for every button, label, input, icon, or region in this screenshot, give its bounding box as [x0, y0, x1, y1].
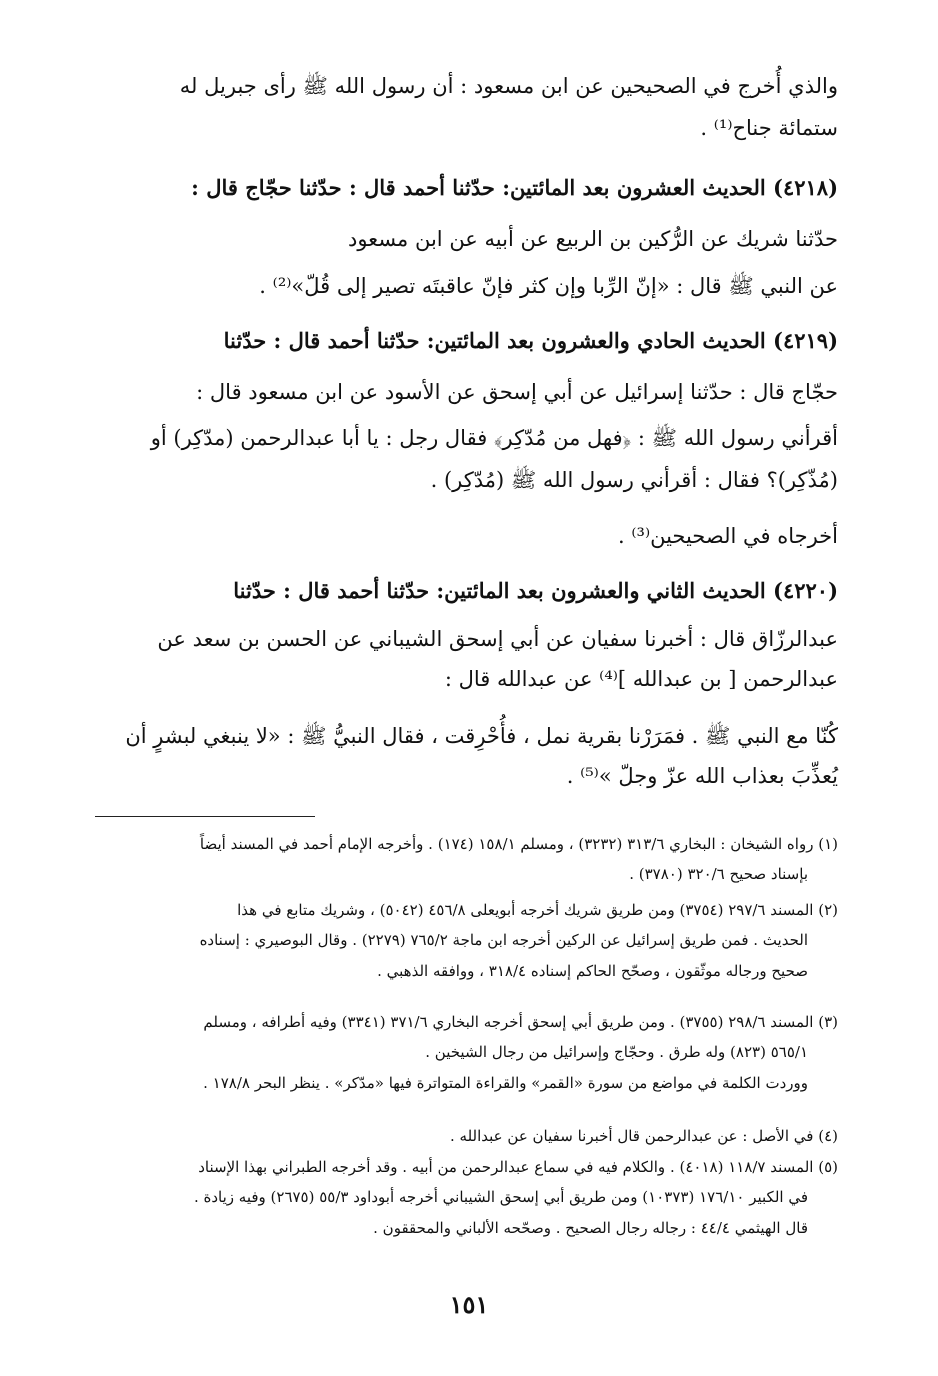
footnote-line: ووردت الكلمة في مواضع من سورة «القمر» والقراءة المتواترة فيها «مدّكر» . ينظر البحر ١٧٨/٨ .: [203, 1073, 808, 1092]
paragraph-intro: [95, 72, 838, 143]
text-line: عبدالرحمن [ بن عبدالله ]⁽⁴⁾ عن عبدالله قال :: [444, 667, 838, 692]
text-line: (مُذّكِر)؟ فقال : أقرأني رسول الله ﷺ (مُدّكِر) .: [430, 468, 838, 493]
footnote-4: [95, 1126, 838, 1146]
hadith-chain-4219: [95, 378, 838, 406]
hadith-heading-4218: [95, 174, 838, 202]
text-line: حدّثنا شريك عن الرُّكين بن الربيع عن أبيه عن ابن مسعود: [347, 227, 838, 251]
text-line: عبدالرزّاق قال : أخبرنا سفيان عن أبي إسحق الشيباني عن الحسن بن سعد عن: [157, 627, 838, 651]
heading-line: (٤٢١٨) الحديث العشرون بعد المائتين: حدّثنا أحمد قال : حدّثنا حجّاج قال :: [191, 175, 838, 200]
hadith-chain-4220: [95, 625, 838, 694]
footnote-line: صحيح ورجاله موثّقون ، وصحّح الحاكم إسناده ٣١٨/٤ ، ووافقه الذهبي .: [377, 961, 808, 980]
hadith-text-4219: [95, 424, 838, 495]
footnote-line: (٢) المسند ٢٩٧/٦ (٣٧٥٤) ومن طريق شريك أخرجه أبويعلى ٤٥٦/٨ (٥٠٤٢) ، وشريك متابع في هذا: [237, 901, 838, 919]
heading-line: (٤٢١٩) الحديث الحادي والعشرون بعد المائتين: حدّثنا أحمد قال : حدّثنا: [223, 328, 838, 353]
footnote-line: بإسناد صحيح ٣٢٠/٦ (٣٧٨٠) .: [629, 865, 808, 884]
hadith-source-4219: [95, 522, 838, 550]
text-line: عن النبي ﷺ قال : «إنّ الرِّبا وإن كثر فإنّ عاقبتَه تصير إلى قُلّ»⁽²⁾ .: [259, 274, 838, 298]
footnote-line: الحديث . فمن طريق إسرائيل عن الركين أخرجه ابن ماجة ٧٦٥/٢ (٢٢٧٩) . وقال البوصيري : إسناده: [199, 931, 808, 950]
footnote-3: [95, 1012, 838, 1093]
footnote-5: [95, 1157, 838, 1238]
footnote-line: (٣) المسند ٢٩٨/٦ (٣٧٥٥) . ومن طريق أبي إسحق أخرجه البخاري ٣٧١/٦ (٣٣٤١) وفيه أطرافه ، ومسلم: [203, 1013, 838, 1031]
text-line: أقرأني رسول الله ﷺ : ﴿فهل من مُدّكِر﴾ فقال رجل : يا أبا عبدالرحمن (مدّكِر) أو: [150, 426, 838, 450]
footnote-line: (٥) المسند ١١٨/٧ (٤٠١٨) . والكلام فيه في سماع عبدالرحمن من أبيه . وقد أخرجه الطبراني بهذا الإسناد: [198, 1158, 838, 1176]
footnote-separator: [95, 816, 315, 817]
hadith-text-4220: [95, 722, 838, 791]
footnote-2: [95, 900, 838, 981]
hadith-heading-4219: [95, 327, 838, 355]
text-line: والذي أُخرج في الصحيحين عن ابن مسعود : أن رسول الله ﷺ رأى جبريل له: [179, 74, 838, 98]
page-number: ١٥١: [449, 1290, 489, 1319]
hadith-chain-4218: [95, 225, 838, 253]
text-line: أخرجاه في الصحيحين⁽³⁾ .: [618, 524, 838, 548]
text-line: يُعذِّبَ بعذاب الله عزّ وجلّ »⁽⁵⁾ .: [566, 764, 838, 789]
text-line: كُنّا مع النبي ﷺ . فمَرَرْنا بقرية نمل ، فأُحْرِقت ، فقال النبيُّ ﷺ : «لا ينبغي لبشرٍ أن: [125, 724, 838, 748]
footnote-1: [95, 834, 838, 885]
footnote-line: في الكبير ١٧٦/١٠ (١٠٣٧٣) ومن طريق أبي إسحق الشيباني أخرجه أبوداود ٥٥/٣ (٢٦٧٥) وفيه زيادة .: [193, 1188, 808, 1207]
text-line: ستمائة جناح⁽¹⁾ .: [700, 116, 838, 141]
hadith-heading-4220: [95, 577, 838, 605]
footnote-line: ٥٦٥/١ (٨٢٣) وله طرق . وحجّاج وإسرائيل من رجال الشيخين .: [425, 1043, 808, 1062]
heading-line: (٤٢٢٠) الحديث الثاني والعشرون بعد المائتين: حدّثنا أحمد قال : حدّثنا: [233, 578, 838, 603]
hadith-text-4218: [95, 272, 838, 300]
footnote-line: (١) رواه الشيخان : البخاري ٣١٣/٦ (٣٢٣٢) ، ومسلم ١٥٨/١ (١٧٤) . وأخرجه الإمام أحمد في المسند أيضاً: [199, 835, 838, 853]
footnote-line: (٤) في الأصل : عن عبدالرحمن قال أخبرنا سفيان عن عبدالله .: [450, 1127, 838, 1145]
footnote-line: قال الهيثمي ٤٤/٤ : رجاله رجال الصحيح . وصحّحه الألباني والمحققون .: [373, 1218, 808, 1237]
text-line: حجّاج قال : حدّثنا إسرائيل عن أبي إسحق عن الأسود عن ابن مسعود قال :: [196, 380, 838, 404]
